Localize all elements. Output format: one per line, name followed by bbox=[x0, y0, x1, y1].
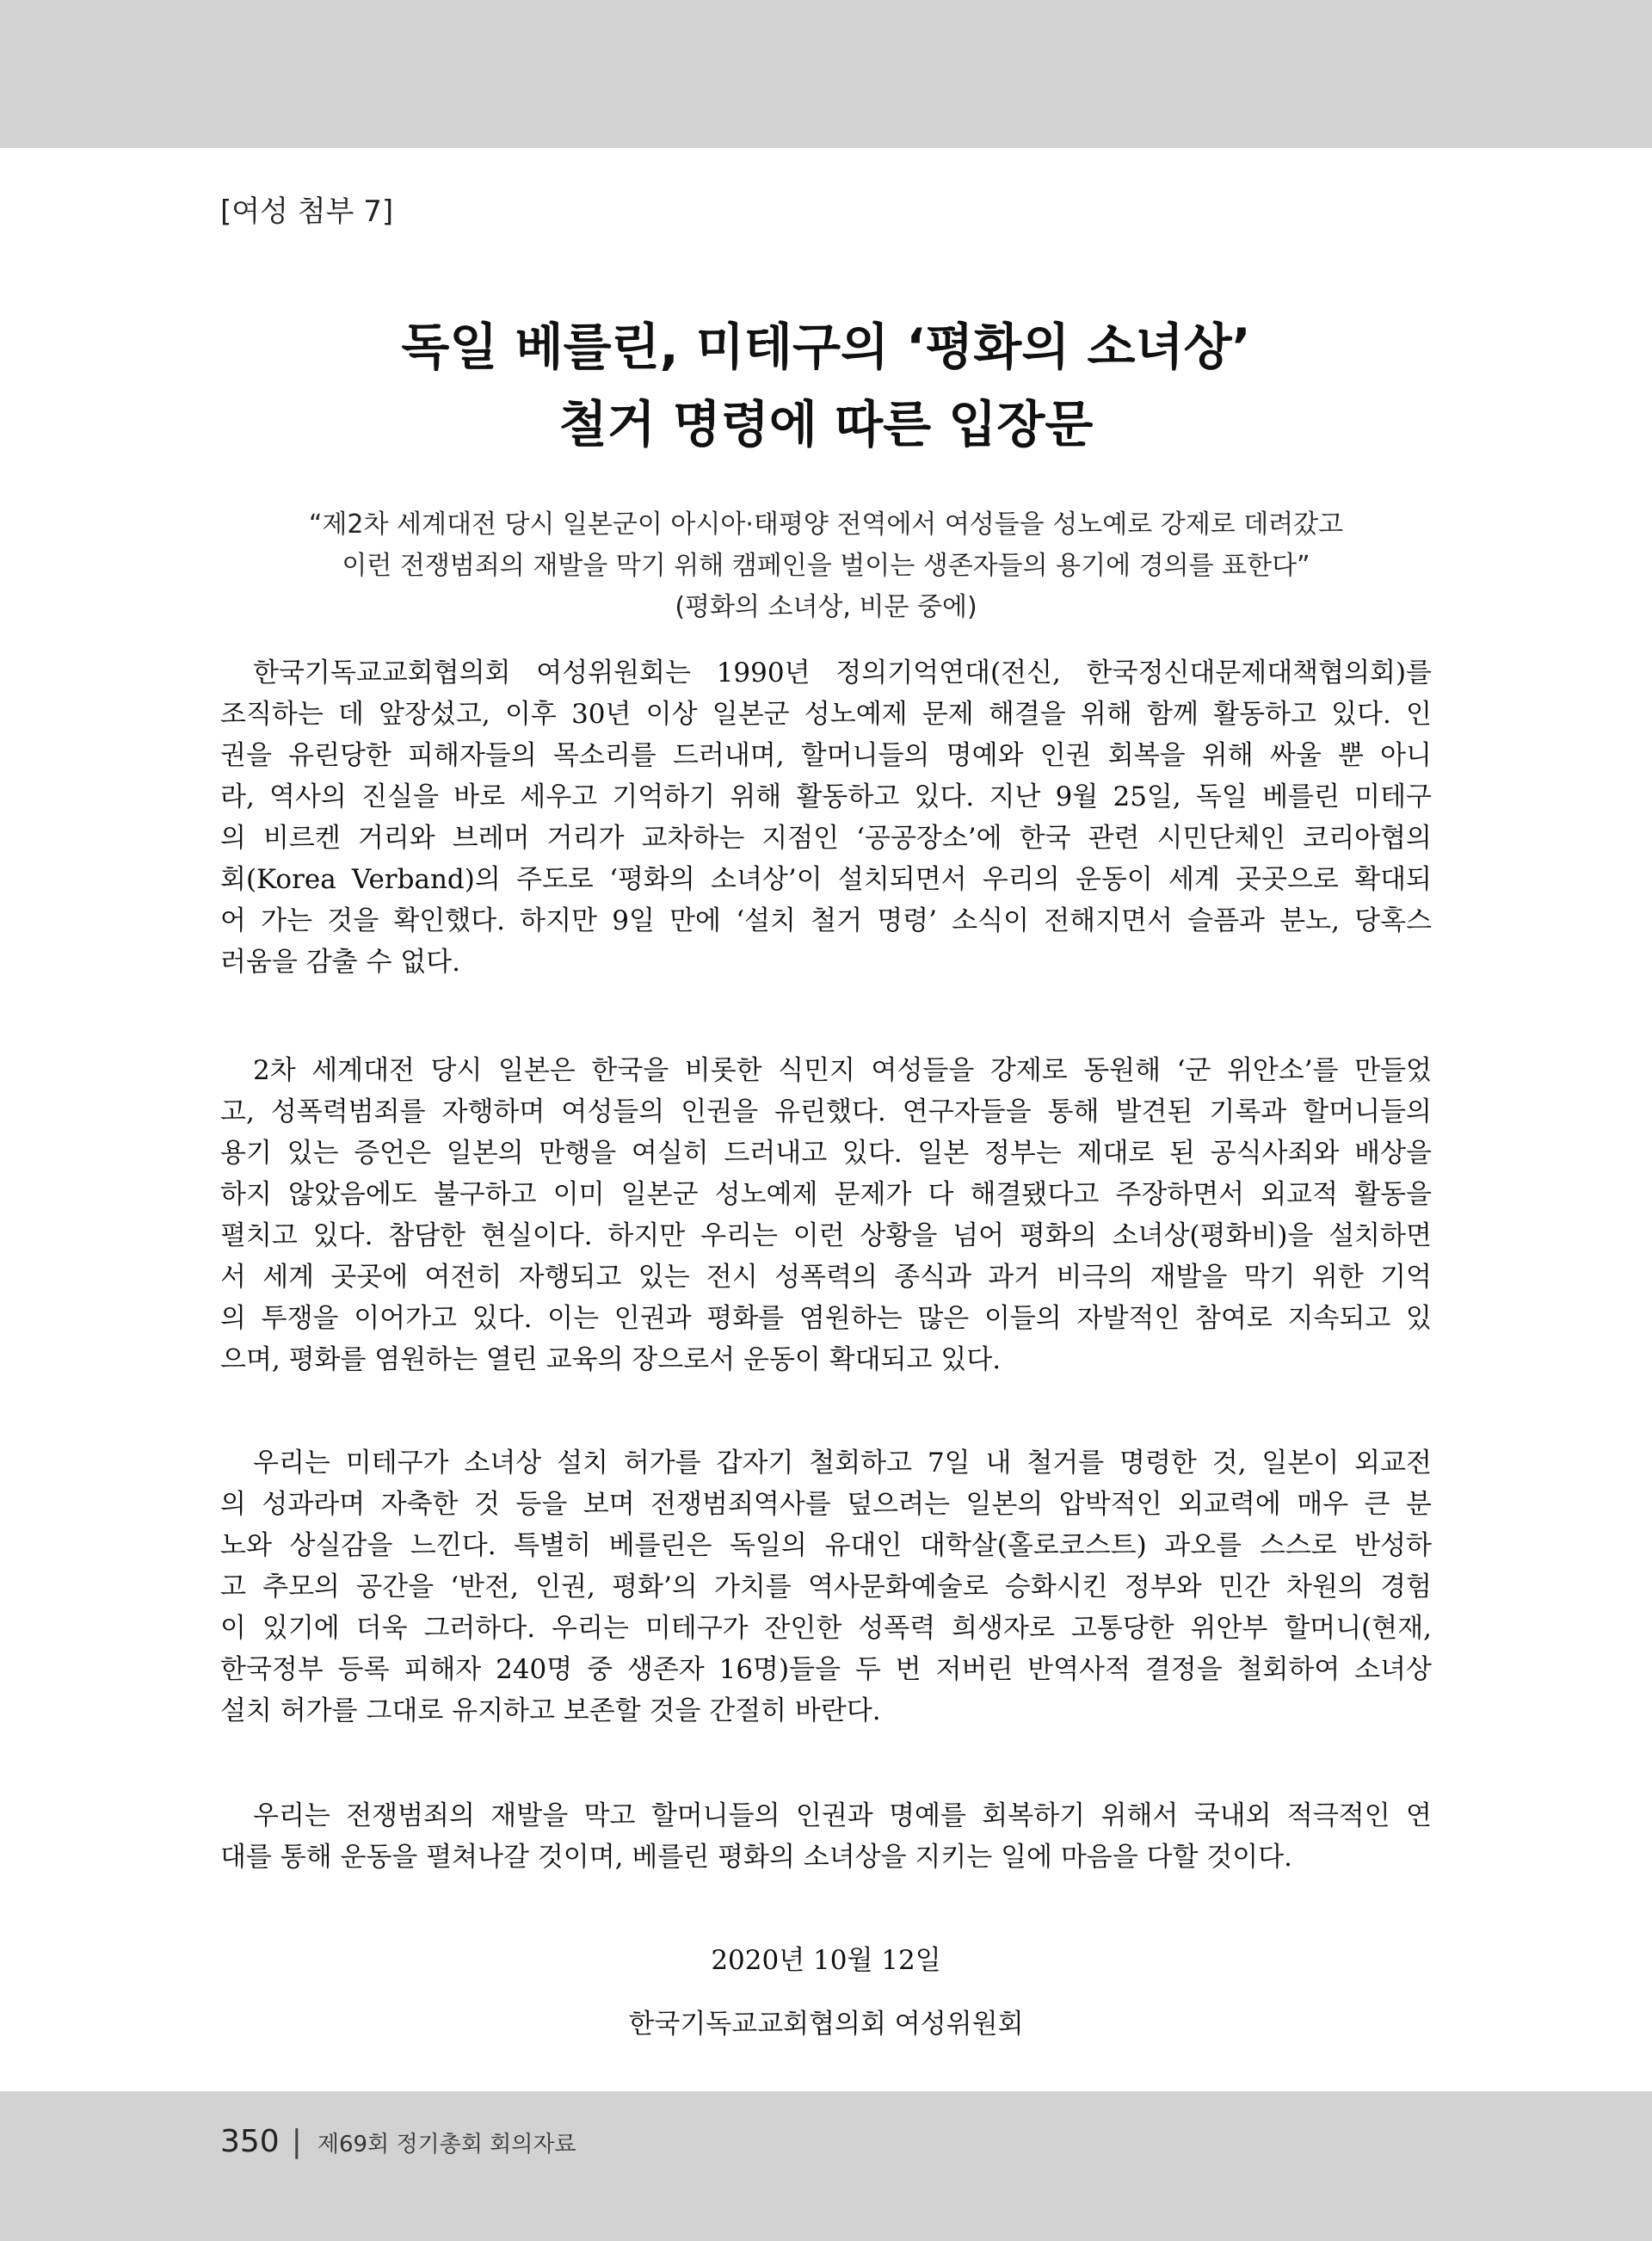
paragraph-line: 우리는 전쟁범죄의 재발을 막고 할머니들의 인권과 명예를 회복하기 위해서 국내외 적극적인 연 bbox=[253, 1800, 1432, 1831]
paragraph-4 bbox=[220, 1795, 1432, 1878]
epigraph-line-1: “제2차 세계대전 당시 일본군이 아시아·태평양 전역에서 여성들을 성노예로 강제로 데려갔고 bbox=[308, 509, 1344, 540]
paragraph-line: 의 비르켄 거리와 브레머 거리가 교차하는 지점인 ‘공공장소’에 한국 관련 시민단체인 코리아협의 bbox=[220, 823, 1432, 854]
page-number: 350 bbox=[220, 2124, 280, 2159]
paragraph-line: 으며, 평화를 염원하는 열린 교육의 장으로서 운동이 확대되고 있다. bbox=[220, 1344, 1002, 1375]
paragraph-line: 어 가는 것을 확인했다. 하지만 9일 만에 ‘설치 철거 명령’ 소식이 전해지면서 슬픔과 분노, 당혹스 bbox=[220, 905, 1432, 936]
page-footer bbox=[220, 2124, 576, 2159]
paragraph-line: 회(Korea Verband)의 주도로 ‘평화의 소녀상’이 설치되면서 우리의 운동이 세계 곳곳으로 확대되 bbox=[220, 864, 1432, 895]
epigraph-line-2: 이런 전쟁범죄의 재발을 막기 위해 캠페인을 벌이는 생존자들의 용기에 경의를 표한다” bbox=[342, 551, 1310, 581]
document-title-line-2: 철거 명령에 따른 입장문 bbox=[558, 395, 1094, 454]
paragraph-line: 의 투쟁을 이어가고 있다. 이는 인권과 평화를 염원하는 많은 이들의 자발적인 참여로 지속되고 있 bbox=[220, 1303, 1432, 1334]
footer-separator: | bbox=[291, 2124, 302, 2159]
paragraph-line: 설치 허가를 그대로 유지하고 보존할 것을 간절히 바란다. bbox=[220, 1695, 881, 1726]
paragraph-1 bbox=[220, 652, 1432, 983]
paragraph-line: 대를 통해 운동을 펼쳐나갈 것이며, 베를린 평화의 소녀상을 지키는 일에 마음을 다할 것이다. bbox=[220, 1842, 1292, 1873]
paragraph-line: 서 세계 곳곳에 여전히 자행되고 있는 전시 성폭력의 종식과 과거 비극의 재발을 막기 위한 기억 bbox=[220, 1262, 1432, 1293]
paragraph-line: 2차 세계대전 당시 일본은 한국을 비롯한 식민지 여성들을 강제로 동원해 ‘군 위안소’를 만들었 bbox=[253, 1055, 1432, 1086]
attachment-label: [여성 첨부 7] bbox=[220, 194, 394, 229]
paragraph-line: 노와 상실감을 느낀다. 특별히 베를린은 독일의 유대인 대학살(홀로코스트) 과오를 스스로 반성하 bbox=[220, 1530, 1432, 1561]
paragraph-line: 한국정부 등록 피해자 240명 중 생존자 16명)들을 두 번 저버린 반역사적 결정을 철회하여 소녀상 bbox=[220, 1654, 1432, 1685]
paragraph-line: 의 성과라며 자축한 것 등을 보며 전쟁범죄역사를 덮으려는 일본의 압박적인 외교력에 매우 큰 분 bbox=[220, 1489, 1432, 1520]
document-title-line-1: 독일 베를린, 미테구의 ‘평화의 소녀상’ bbox=[401, 318, 1251, 376]
paragraph-line: 조직하는 데 앞장섰고, 이후 30년 이상 일본군 성노예제 문제 해결을 위해 함께 활동하고 있다. 인 bbox=[220, 699, 1432, 730]
header-band bbox=[0, 0, 1652, 148]
paragraph-3 bbox=[220, 1442, 1432, 1732]
signature-organization: 한국기독교교회협의회 여성위원회 bbox=[628, 2009, 1024, 2040]
paragraph-2 bbox=[220, 1050, 1432, 1380]
paragraph-line: 권을 유린당한 피해자들의 목소리를 드러내며, 할머니들의 명예와 인권 회복을 위해 싸울 뿐 아니 bbox=[220, 740, 1432, 771]
paragraph-line: 러움을 감출 수 없다. bbox=[220, 947, 460, 978]
paragraph-line: 고 추모의 공간을 ‘반전, 인권, 평화’의 가치를 역사문화예술로 승화시킨 정부와 민간 차원의 경험 bbox=[220, 1571, 1432, 1602]
paragraph-line: 하지 않았음에도 불구하고 이미 일본군 성노예제 문제가 다 해결됐다고 주장하면서 외교적 활동을 bbox=[220, 1179, 1432, 1210]
conference-title: 제69회 정기총회 회의자료 bbox=[317, 2132, 576, 2158]
paragraph-line: 용기 있는 증언은 일본의 만행을 여실히 드러내고 있다. 일본 정부는 제대로 된 공식사죄와 배상을 bbox=[220, 1138, 1432, 1169]
paragraph-line: 우리는 미테구가 소녀상 설치 허가를 갑자기 철회하고 7일 내 철거를 명령한 것, 일본이 외교전 bbox=[253, 1448, 1432, 1479]
paragraph-line: 한국기독교교회협의회 여성위원회는 1990년 정의기억연대(전신, 한국정신대문제대책협의회)를 bbox=[253, 657, 1432, 688]
footer-band bbox=[0, 2091, 1652, 2241]
paragraph-line: 라, 역사의 진실을 바로 세우고 기억하기 위해 활동하고 있다. 지난 9월 25일, 독일 베를린 미테구 bbox=[220, 781, 1432, 812]
paragraph-line: 펼치고 있다. 참담한 현실이다. 하지만 우리는 이런 상황을 넘어 평화의 소녀상(평화비)을 설치하면 bbox=[220, 1220, 1432, 1251]
epigraph-source: (평화의 소녀상, 비문 중에) bbox=[675, 592, 977, 622]
paragraph-line: 고, 성폭력범죄를 자행하며 여성들의 인권을 유린했다. 연구자들을 통해 발견된 기록과 할머니들의 bbox=[220, 1096, 1432, 1127]
paragraph-line: 이 있기에 더욱 그러하다. 우리는 미테구가 잔인한 성폭력 희생자로 고통당한 위안부 할머니(현재, bbox=[220, 1613, 1432, 1644]
signature-date: 2020년 10월 12일 bbox=[711, 1945, 941, 1976]
